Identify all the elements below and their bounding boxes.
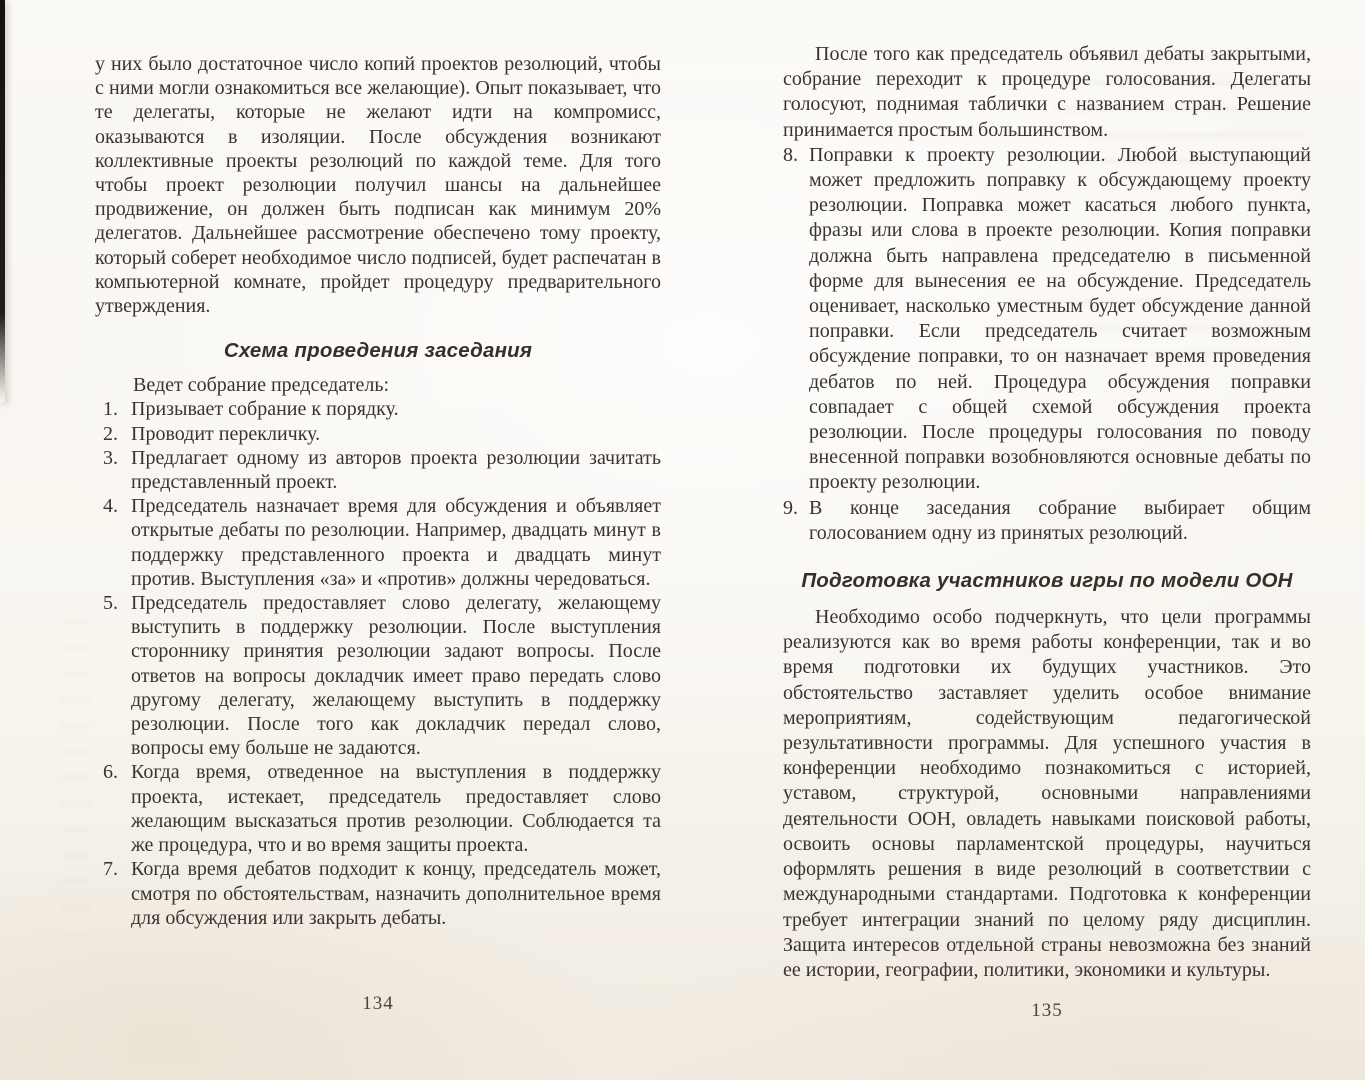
list-item-text: Проводит перекличку. xyxy=(131,422,321,445)
section-heading-right: Подготовка участников игры по модели ООН xyxy=(801,569,1293,593)
list-item-number: 7. xyxy=(103,858,118,881)
list-item xyxy=(95,422,661,446)
list-item-number: 5. xyxy=(103,592,118,615)
list-item xyxy=(95,591,661,760)
list-item-text: В конце заседания собрание выбирает общим голосованием одну из принятых резолюций. xyxy=(809,496,1311,544)
procedure-list xyxy=(95,397,661,929)
page-134 xyxy=(95,52,661,987)
list-item-text: Когда время, отведенное на выступления в поддержку проекта, истекает, председатель предоставляет слово желающим высказаться против резолюции. Соблюдается та же процедура, что и во время защиты проекта. xyxy=(131,761,661,857)
list-item xyxy=(95,446,661,494)
scan-edge-shadow xyxy=(0,0,5,402)
list-item-number: 2. xyxy=(103,422,118,445)
page-135 xyxy=(783,42,1311,994)
list-item xyxy=(783,496,1311,546)
section-heading-left: Схема проведения заседания xyxy=(223,339,533,363)
lead-line: Ведет собрание председатель: xyxy=(133,374,389,397)
bleed-through-artifact xyxy=(60,620,90,940)
list-item-number: 3. xyxy=(103,446,118,469)
list-item-number: 6. xyxy=(103,761,118,784)
list-item-text: Председатель предоставляет слово делегату, желающему выступить в поддержку резолюции. После выступления стороннику принятия резолюции задают вопросы. После ответов на вопросы докладчик имеет право передать слово другому делегату, желающему выступить в поддержку резолюции. После того как докладчик передал слово, вопросы ему больше не задаются. xyxy=(131,592,661,760)
list-item xyxy=(95,857,661,930)
list-item-number: 1. xyxy=(103,398,118,421)
list-item-text: Призывает собрание к порядку. xyxy=(131,398,399,421)
list-item xyxy=(95,494,661,591)
list-item-text: Поправки к проекту резолюции. Любой выступающий может предложить поправку к обсуждающему проекту резолюции. Поправка может касаться любого пункта, фразы или слова в проекте резолюции. Копия поправки должна быть направлена председателю в письменной форме для вынесения ее на обсуждение. Председатель оценивает, насколько уместным будет обсуждение данной поправки. Если председатель считает возможным обсуждение поправки, то он назначает время проведения дебатов по ней. Процедура обсуждения поправки совпадает с общей схемой обсуждения проекта резолюции. После процедуры голосования по поводу внесенной поправки возобновляются основные дебаты по проекту резолюции. xyxy=(809,143,1311,494)
procedure-list-continued xyxy=(783,143,1311,546)
intro-paragraph: у них было достаточное число копий проектов резолюций, чтобы с ними могли ознакомиться все желающие). Опыт показывает, что те делегаты, которые не желают идти на компромисс, оказываются в изоляции. После обсуждения возникают коллективные проекты резолюций по каждой теме. Для того чтобы проект резолюции получил шансы на дальнейшее продвижение, он должен быть подписан как минимум 20% делегатов. Дальнейшее рассмотрение обеспечено тому проекту, который соберет необходимое число подписей, будет распечатан в компьютерной комнате, пройдет процедуру предварительного утверждения. xyxy=(95,53,661,318)
body-paragraph: Необходимо особо подчеркнуть, что цели программы реализуются как во время работы конференции, так и во время подготовки их будущих участников. Это обстоятельство заставляет уделить особое внимание мероприятиям, содействующим педагогической результативности программы. Для успешного участия в конференции необходимо познакомиться с историей, уставом, структурой, основными направлениями деятельности ООН, овладеть навыками поисковой работы, освоить основы парламентской процедуры, научиться оформлять решения в виде резолюций в соответствии с международными стандартами. Подготовка к конференции требует интеграции знаний по целому ряду дисциплин. Защита интересов отдельной страны невозможна без знаний ее истории, географии, политики, экономики и культуры. xyxy=(783,606,1311,981)
page-number-right: 135 xyxy=(1031,1000,1063,1021)
list-item-number: 8. xyxy=(783,143,798,166)
page-number-left: 134 xyxy=(362,993,394,1014)
list-item xyxy=(95,760,661,857)
list-item-text: Председатель назначает время для обсуждения и объявляет открытые дебаты по резолюции. Например, двадцать минут в поддержку представленного проекта и двадцать минут против. Выступления «за» и «против» должны чередоваться. xyxy=(131,495,661,590)
list-item xyxy=(783,143,1311,496)
list-item xyxy=(95,397,661,421)
list-item-text: Предлагает одному из авторов проекта резолюции зачитать представленный проект. xyxy=(131,446,661,494)
list-item-number: 9. xyxy=(783,496,798,519)
continuation-paragraph: После того как председатель объявил дебаты закрытыми, собрание переходит к процедуре голосования. Делегаты голосуют, поднимая таблички с названием стран. Решение принимается простым большинством. xyxy=(783,43,1311,141)
list-item-text: Когда время дебатов подходит к концу, председатель может, смотря по обстоятельствам, назначить дополнительное время для обсуждения или закрыть дебаты. xyxy=(131,858,661,929)
list-item-number: 4. xyxy=(103,495,118,518)
